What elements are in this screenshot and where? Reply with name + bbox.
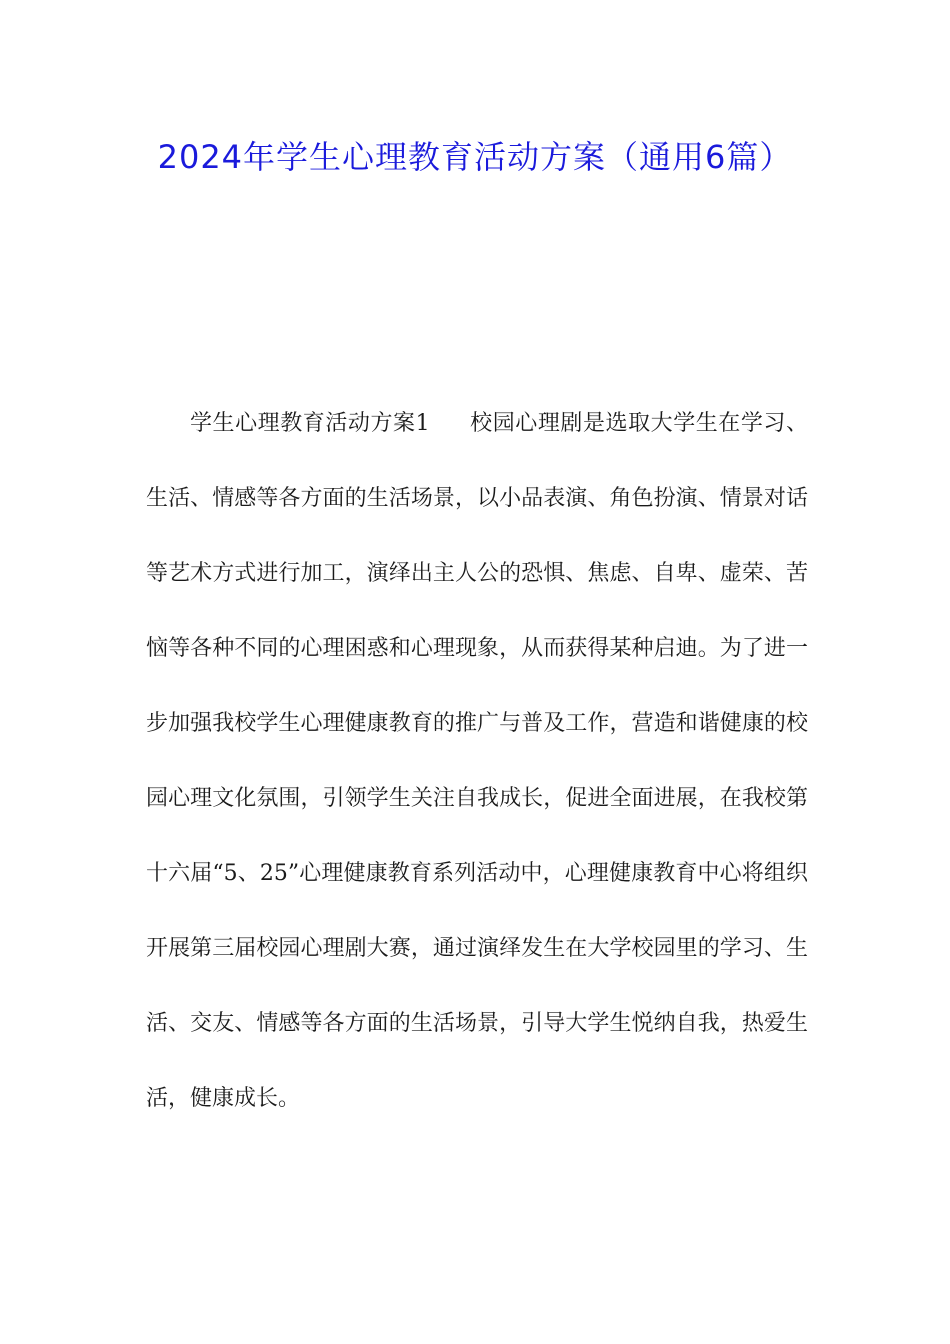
body-paragraph	[146, 386, 808, 1136]
document-title: 2024年学生心理教育活动方案（通用6篇）	[157, 138, 793, 176]
section-heading: 学生心理教育活动方案1	[190, 411, 430, 436]
paragraph-text: 校园心理剧是选取大学生在学习、生活、情感等各方面的生活场景，以小品表演、角色扮演、情景对话等艺术方式进行加工，演绎出主人公的恐惧、焦虑、自卑、虚荣、苦恼等各种不同的心理困惑和心理现象，从而获得某种启迪。为了进一步加强我校学生心理健康教育的推广与普及工作，营造和谐健康的校园心理文化氛围，引领学生关注自我成长，促进全面进展，在我校第十六届“5、25”心理健康教育系列活动中，心理健康教育中心将组织开展第三届校园心理剧大赛，通过演绎发生在大学校园里的学习、生活、交友、情感等各方面的生活场景，引导大学生悦纳自我，热爱生活，健康成长。	[146, 411, 808, 1111]
